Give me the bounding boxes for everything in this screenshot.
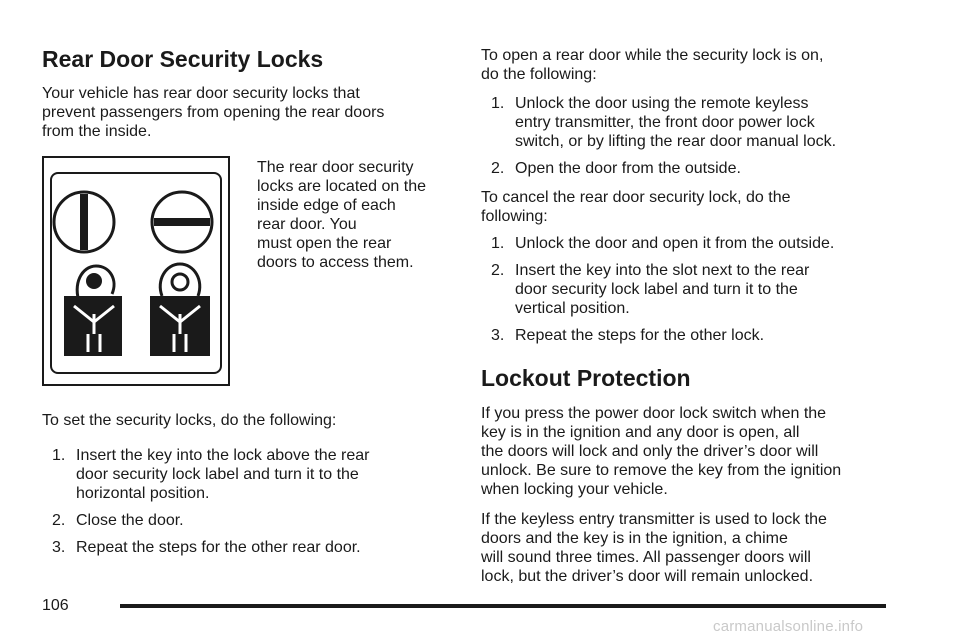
- step-text: [76, 511, 452, 530]
- text-line: Unlock the door using the remote keyless: [515, 95, 809, 112]
- step-number: 3.: [52, 539, 66, 556]
- step-number: 1.: [491, 235, 505, 252]
- text-line: To open a rear door while the security lock is on,: [481, 47, 824, 64]
- text-line: lock, but the driver’s door will remain unlocked.: [481, 568, 814, 585]
- step-number: 2.: [52, 512, 66, 529]
- child-lock-icon-right: [150, 264, 210, 356]
- page-number: 106: [42, 597, 69, 614]
- text-line: Your vehicle has rear door security locks that: [42, 85, 360, 102]
- child-lock-icon-left: [64, 266, 122, 356]
- open-steps-list: [491, 94, 921, 178]
- section-heading-security-locks: Rear Door Security Locks: [42, 46, 324, 72]
- step-number: 2.: [491, 262, 505, 279]
- list-item: [52, 446, 452, 503]
- step-text: [515, 261, 921, 318]
- step-text: [76, 538, 452, 557]
- text-line: key is in the ignition and any door is open, all: [481, 424, 800, 441]
- set-steps-list: [52, 446, 452, 557]
- lock-label-graphic: [52, 174, 220, 372]
- lockout-paragraph-2: [481, 510, 921, 586]
- text-line: Repeat the steps for the other rear door.: [76, 539, 361, 556]
- list-item: [491, 94, 921, 151]
- text-line: door security lock label and turn it to the: [76, 466, 359, 483]
- text-line: from the inside.: [42, 123, 152, 140]
- step-text: [515, 94, 921, 151]
- list-item: [491, 234, 921, 253]
- horizontal-slot-icon: [152, 192, 212, 252]
- text-line: Unlock the door and open it from the outside.: [515, 235, 835, 252]
- security-lock-illustration: [42, 156, 230, 386]
- text-line: Close the door.: [76, 512, 184, 529]
- text-line: door security lock label and turn it to the: [515, 281, 798, 298]
- text-line: prevent passengers from opening the rear doors: [42, 104, 385, 121]
- step-text: [515, 159, 921, 178]
- list-item: [52, 538, 452, 557]
- text-line: doors to access them.: [257, 254, 414, 271]
- vertical-slot-icon: [54, 192, 114, 252]
- text-line: will sound three times. All passenger doors will: [481, 549, 811, 566]
- text-line: switch, or by lifting the rear door manual lock.: [515, 133, 837, 150]
- step-number: 2.: [491, 160, 505, 177]
- lockout-paragraph-1: [481, 404, 921, 499]
- text-line: following:: [481, 208, 548, 225]
- cancel-steps-list: [491, 234, 921, 345]
- text-line: The rear door security: [257, 159, 414, 176]
- step-number: 1.: [491, 95, 505, 112]
- section-heading-lockout-protection: Lockout Protection: [481, 365, 691, 391]
- text-line: when locking your vehicle.: [481, 481, 668, 498]
- step-text: [76, 446, 452, 503]
- text-line: inside edge of each: [257, 197, 396, 214]
- open-instructions-intro: [481, 46, 921, 84]
- text-line: vertical position.: [515, 300, 630, 317]
- text-line: locks are located on the: [257, 178, 426, 195]
- text-line: Insert the key into the lock above the rear: [76, 447, 370, 464]
- text-line: entry transmitter, the front door power lock: [515, 114, 815, 131]
- text-line: To cancel the rear door security lock, do the: [481, 189, 791, 206]
- text-line: Open the door from the outside.: [515, 160, 741, 177]
- text-line: If you press the power door lock switch when the: [481, 405, 827, 422]
- list-item: [491, 261, 921, 318]
- step-number: 1.: [52, 447, 66, 464]
- step-text: [515, 326, 921, 345]
- text-line: If the keyless entry transmitter is used to lock the: [481, 511, 827, 528]
- step-number: 3.: [491, 327, 505, 344]
- text-line: doors and the key is in the ignition, a chime: [481, 530, 788, 547]
- lock-label-plate: [50, 172, 222, 374]
- list-item: [491, 326, 921, 345]
- set-instructions-intro: To set the security locks, do the following:: [42, 412, 337, 429]
- figure-caption: [257, 158, 457, 272]
- step-text: [515, 234, 921, 253]
- cancel-instructions-intro: [481, 188, 921, 226]
- text-line: must open the rear: [257, 235, 392, 252]
- intro-paragraph: [42, 84, 462, 141]
- watermark-text: carmanualsonline.info: [713, 618, 864, 635]
- text-line: the doors will lock and only the driver’s door will: [481, 443, 819, 460]
- footer-rule: [120, 604, 886, 608]
- text-line: Repeat the steps for the other lock.: [515, 327, 765, 344]
- text-line: unlock. Be sure to remove the key from the ignition: [481, 462, 842, 479]
- list-item: [52, 511, 452, 530]
- list-item: [491, 159, 921, 178]
- text-line: rear door. You: [257, 216, 357, 233]
- text-line: horizontal position.: [76, 485, 210, 502]
- text-line: Insert the key into the slot next to the rear: [515, 262, 810, 279]
- text-line: do the following:: [481, 66, 597, 83]
